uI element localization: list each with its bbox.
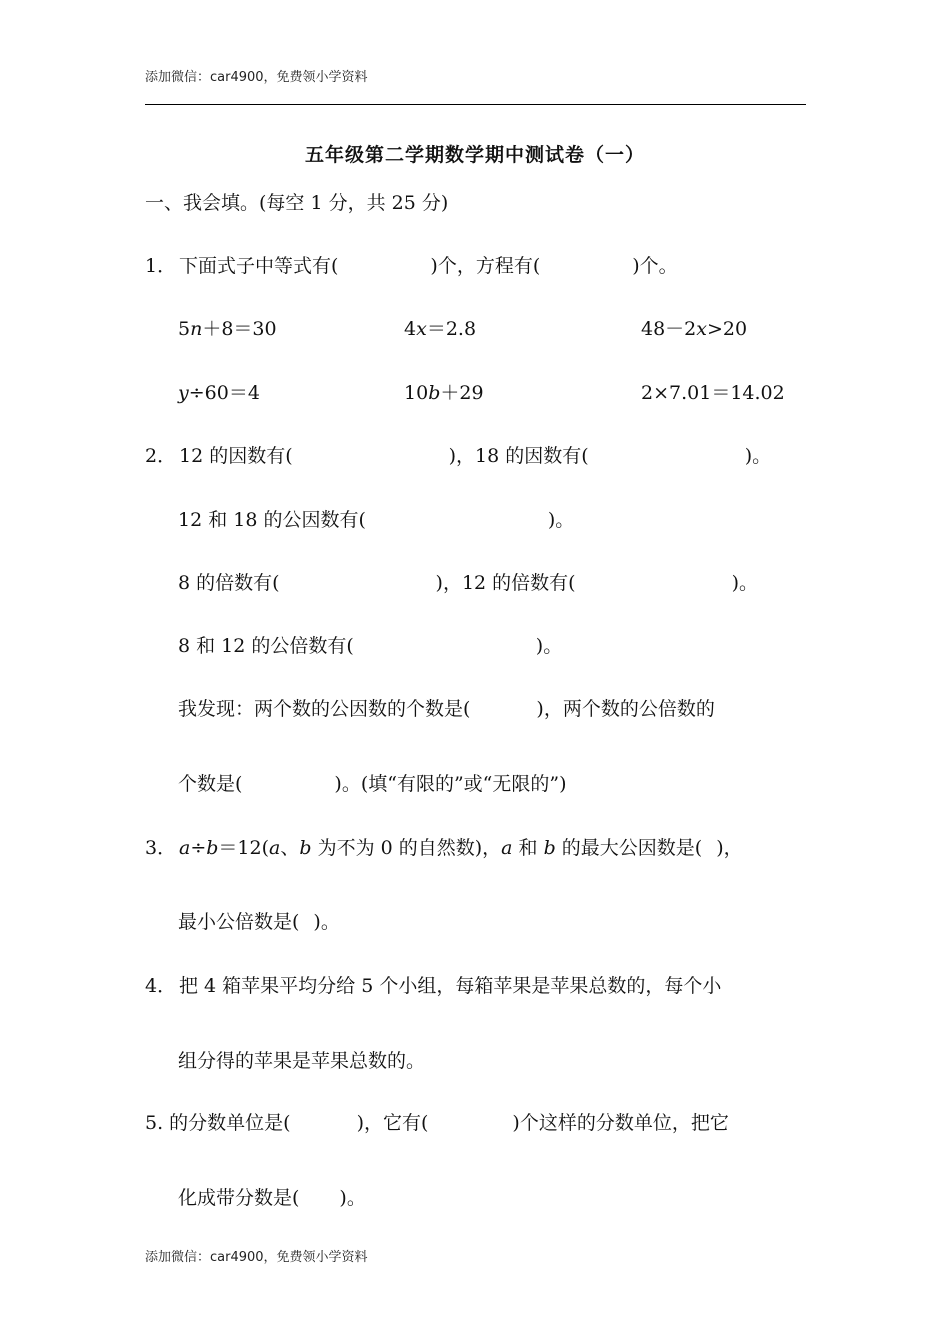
question-1: 1． 下面式子中等式有( )个，方程有( )个。 <box>145 251 678 278</box>
question-line: 化成带分数是( )。 <box>178 1187 366 1209</box>
question-number: 3． <box>145 837 177 859</box>
section-heading: 一、我会填。(每空 1 分，共 25 分) <box>145 192 449 214</box>
question-number: 1． <box>145 255 177 277</box>
expression: 10b＋29 <box>404 382 484 404</box>
question-line: 个数是( )。(填“有限的”或“无限的”) <box>178 773 567 795</box>
header-divider <box>145 104 806 105</box>
question-line: 组分得的苹果是苹果总数的。 <box>178 1050 426 1072</box>
expression: 2×7.01＝14.02 <box>641 382 785 404</box>
page-header: 添加微信：car4900，免费领小学资料 <box>145 70 368 85</box>
question-line: 最小公倍数是( )。 <box>178 911 340 933</box>
expression: 4x＝2.8 <box>404 318 477 340</box>
expression: y÷60＝4 <box>178 382 260 404</box>
question-line: 8 和 12 的公倍数有( )。 <box>178 635 563 657</box>
question-number: 5. <box>145 1112 164 1134</box>
question-2: 2． 12 的因数有( )，18 的因数有( )。 <box>145 441 771 468</box>
question-4: 4． 把 4 箱苹果平均分给 5 个小组，每箱苹果是苹果总数的，每个小 <box>145 971 721 998</box>
page-footer: 添加微信：car4900，免费领小学资料 <box>145 1250 368 1265</box>
question-number: 4． <box>145 975 177 997</box>
question-line: 12 和 18 的公因数有( )。 <box>178 509 575 531</box>
expression: 5n＋8＝30 <box>178 318 277 340</box>
question-5: 5. 的分数单位是( )，它有( )个这样的分数单位，把它 <box>145 1112 729 1134</box>
question-number: 2． <box>145 445 177 467</box>
question-line: 我发现：两个数的公因数的个数是( )，两个数的公倍数的 <box>178 698 715 720</box>
question-line: 8 的倍数有( )，12 的倍数有( )。 <box>178 572 759 594</box>
exam-title: 五年级第二学期数学期中测试卷（一） <box>304 144 645 166</box>
question-3: 3． a÷b＝12(a、b 为不为 0 的自然数)，a 和 b 的最大公因数是( )， <box>145 833 743 860</box>
expression: 48－2x>20 <box>641 318 748 340</box>
